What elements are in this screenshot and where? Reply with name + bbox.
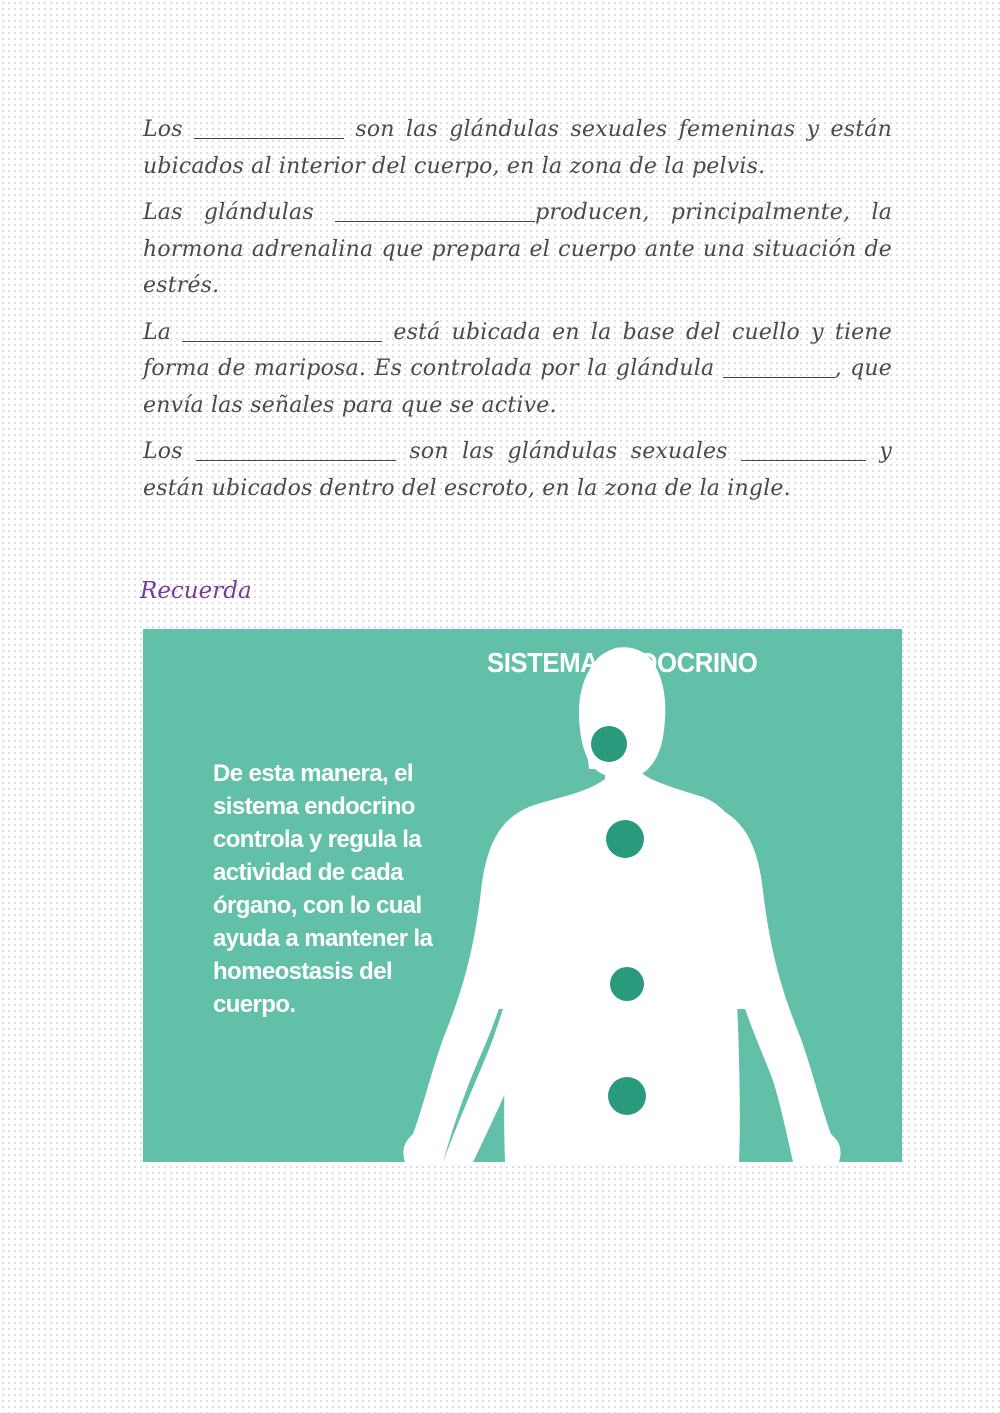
exercise-paragraph-1 bbox=[143, 112, 892, 185]
recuerda-heading: Recuerda bbox=[140, 578, 252, 604]
paragraph-2-end: producen, principalmente, la hormona adrenalina que prepara el cuerpo ante una situación de estrés. bbox=[143, 200, 893, 298]
gland-dot-pelvis bbox=[608, 1077, 646, 1115]
exercise-paragraph-3 bbox=[143, 315, 892, 425]
paragraph-2-start: Las glándulas bbox=[143, 200, 336, 225]
paragraph-1-start: Los bbox=[143, 117, 195, 142]
endocrine-system-panel bbox=[143, 629, 902, 1162]
blank-suprarrenales[interactable] bbox=[335, 201, 535, 222]
blank-tiroides[interactable] bbox=[182, 321, 382, 342]
exercise-paragraph-2 bbox=[143, 195, 892, 305]
blank-ovarios[interactable] bbox=[194, 118, 344, 139]
paragraph-4-start: Los bbox=[143, 439, 197, 464]
gland-dot-neck bbox=[606, 820, 644, 858]
exercise-paragraph-4 bbox=[143, 434, 892, 507]
blank-hipofisis[interactable] bbox=[723, 357, 835, 378]
blank-testiculos[interactable] bbox=[196, 440, 396, 461]
panel-title: SISTEMA ENDOCRINO bbox=[487, 647, 758, 678]
gland-dot-abdomen bbox=[610, 967, 644, 1001]
paragraph-3-end: , que envía las señales para que se active. bbox=[143, 356, 892, 418]
fill-in-exercise bbox=[143, 112, 892, 517]
gland-dot-head bbox=[591, 726, 627, 762]
blank-masculinas[interactable] bbox=[741, 440, 866, 461]
paragraph-4-end: y están ubicados dentro del escroto, en la zona de la ingle. bbox=[143, 439, 892, 501]
panel-description: De esta manera, el sistema endocrino controla y regula la actividad de cada órgano, con lo cual ayuda a mantener la homeostasis del cuerpo. bbox=[213, 760, 433, 1018]
paragraph-3-start: La bbox=[143, 319, 183, 345]
paragraph-1-end: son las glándulas sexuales femeninas y están ubicados al interior del cuerpo, en la zona de la pelvis. bbox=[143, 117, 892, 179]
paragraph-3-middle: está ubicada en la base del cuello y tiene forma de mariposa. Es controlada por la glándula bbox=[143, 319, 892, 381]
paragraph-4-middle: son las glándulas sexuales bbox=[396, 439, 741, 464]
